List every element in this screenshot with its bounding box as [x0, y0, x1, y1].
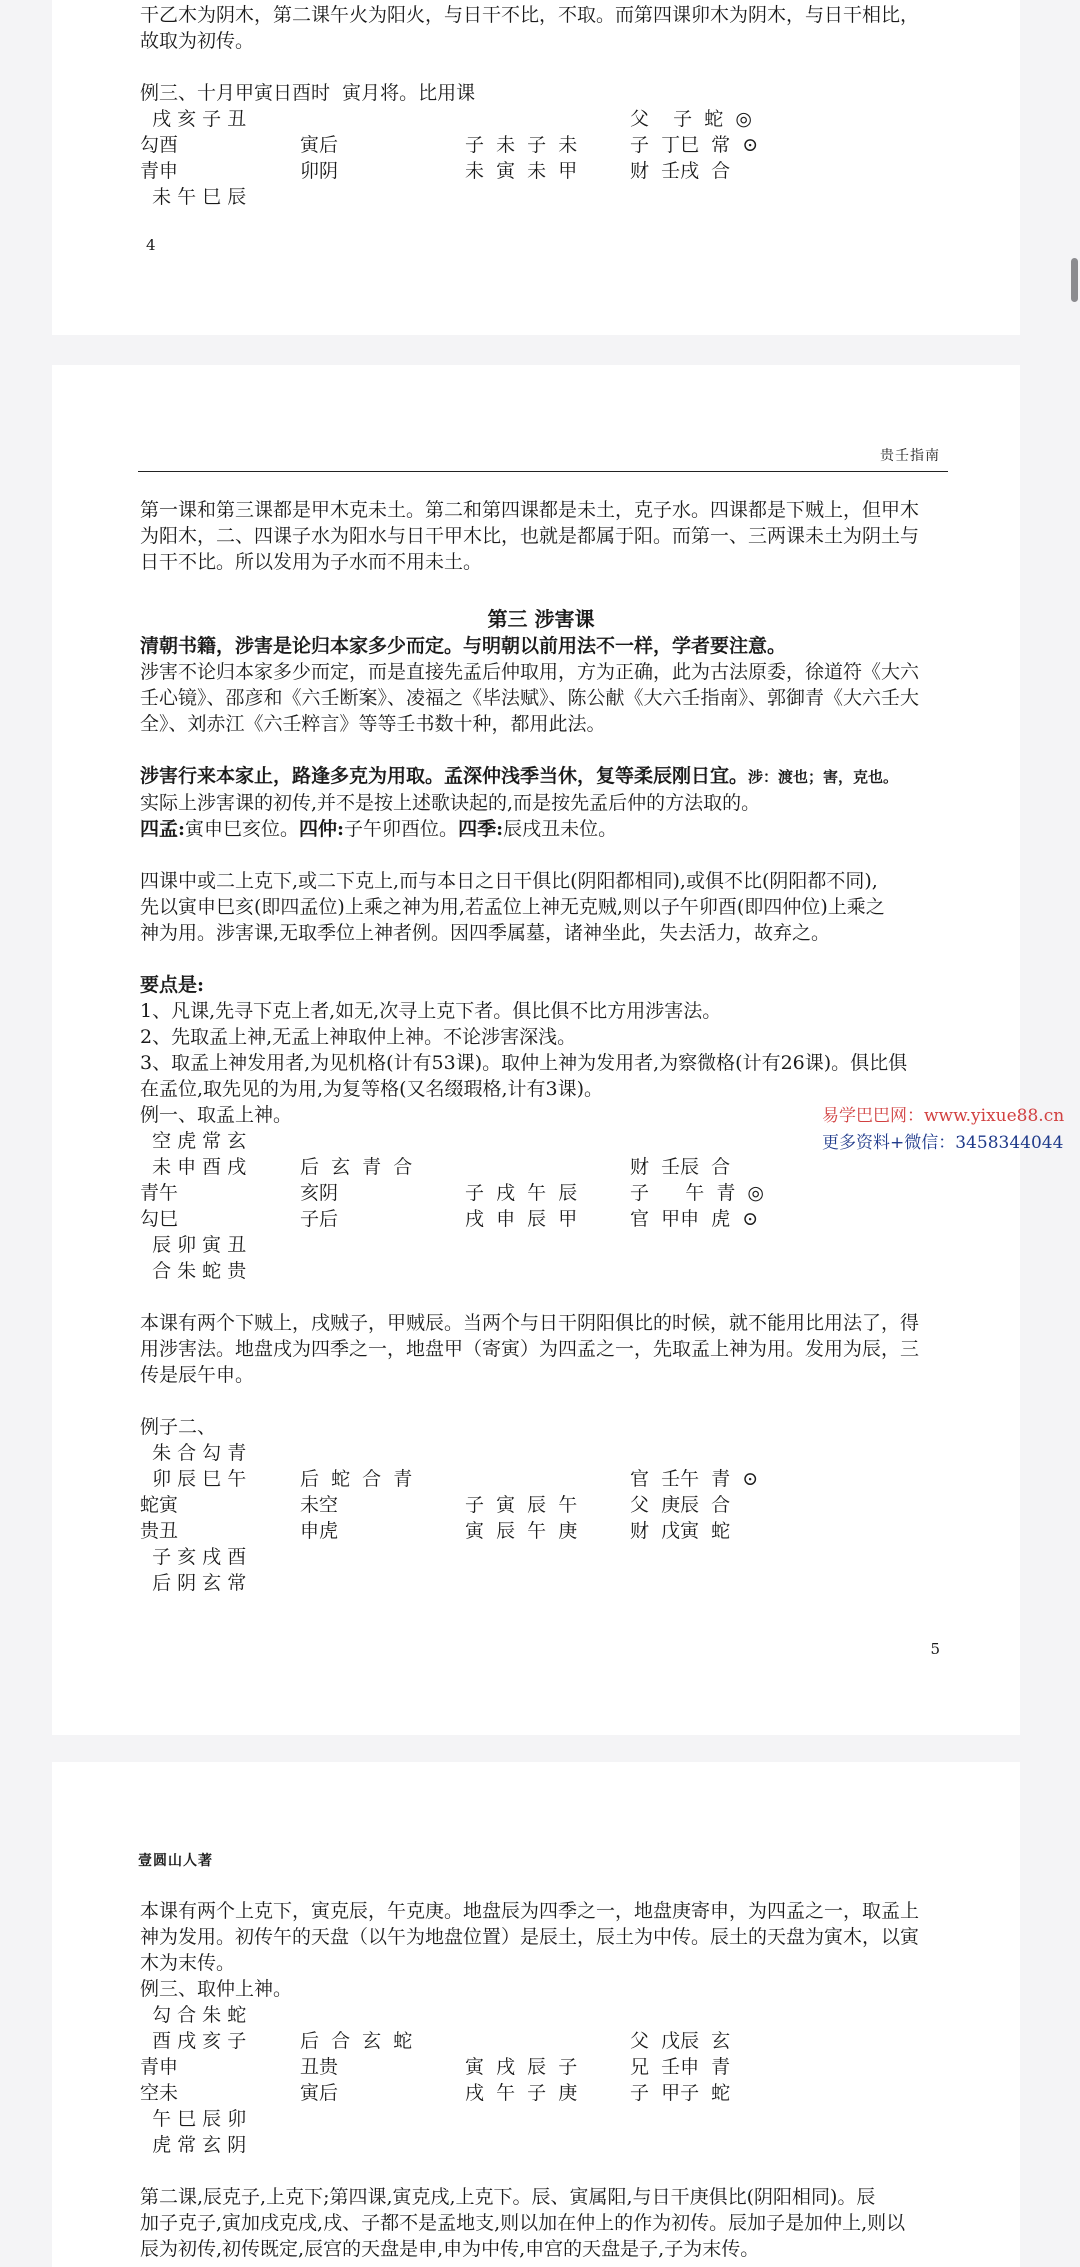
chart-cell	[465, 1466, 630, 1492]
example-title: 例三、十月甲寅日酉时 寅月将。比用课	[140, 82, 476, 104]
chart-cell: 青申	[140, 2056, 179, 2078]
chart-cell	[465, 2002, 630, 2028]
divination-chart	[140, 106, 942, 210]
chart-cell	[630, 2106, 830, 2132]
chart-cell	[630, 1570, 830, 1596]
chart-cell	[465, 1128, 630, 1154]
chart-cell: 寅 辰 午 庚	[465, 1520, 578, 1542]
points-title: 要点是:	[140, 974, 205, 996]
page-content	[140, 1872, 942, 2262]
chart-cell	[300, 2106, 465, 2132]
point-item: 3、取孟上神发用者,为见机格(计有53课)。取仲上神为发用者,为察微格(计有26课)。俱比俱	[140, 1052, 908, 1074]
chart-cell: 虎 常 玄 阴	[140, 2134, 247, 2156]
chart-cell	[300, 1544, 465, 1570]
chart-cell: 父 戊辰 玄	[630, 2030, 731, 2052]
text-line: 辰为初传,初传既定,辰宫的天盘是申,申为中传,申宫的天盘是子,子为末传。	[140, 2238, 760, 2260]
chart-cell: 未空	[300, 1494, 339, 1516]
text-line: 本课有两个下贼上，戌贼子，甲贼辰。当两个与日干阴阳俱比的时候，就不能用比用法了，得	[140, 1312, 920, 1334]
divination-chart	[140, 2002, 942, 2158]
page-number: 4	[146, 236, 156, 254]
chart-cell: 贵丑	[140, 1520, 179, 1542]
text-line: 干乙木为阴木，第二课午火为阳火，与日干不比，不取。而第四课卯木为阴木，与日干相比，	[140, 4, 920, 26]
divination-chart	[140, 1440, 942, 1596]
chart-cell	[300, 1570, 465, 1596]
ji-text: 辰戌丑未位。	[503, 818, 618, 840]
text-line: 神为用。涉害课,无取季位上神者例。因四季属墓，诸神坐此，失去活力，故弃之。	[140, 922, 831, 944]
text-line: 第二课,辰克子,上克下;第四课,寅克戌,上克下。辰、寅属阳,与日干庚俱比(阴阳相同)。辰	[140, 2186, 876, 2208]
chart-cell: 酉 戌 亥 子	[140, 2030, 247, 2052]
chart-cell: 子后	[300, 1208, 339, 1230]
chart-cell	[300, 1258, 465, 1284]
chart-cell: 空 虎 常 玄	[140, 1130, 247, 1152]
chart-cell	[465, 1154, 630, 1180]
watermark-contact: 更多资料+微信：3458344044	[822, 1133, 1064, 1153]
chart-cell: 子 甲子 蛇	[630, 2082, 731, 2104]
chart-cell: 勾巳	[140, 1208, 179, 1230]
chart-cell: 财 壬戌 合	[630, 160, 731, 182]
chart-cell: 寅 戌 辰 子	[465, 2056, 578, 2078]
chart-cell: 卯阴	[300, 160, 339, 182]
chart-cell: 戌 亥 子 丑	[140, 108, 247, 130]
document-page-6	[52, 1762, 1020, 2267]
point-item: 在孟位,取先见的为用,为复等格(又名缀瑕格,计有3课)。	[140, 1078, 604, 1100]
text-line: 为阳木，二、四课子水为阳水与日干甲木比，也就是都属于阳。而第一、三两课未土为阴土与	[140, 525, 920, 547]
chart-cell: 丑贵	[300, 2056, 339, 2078]
text-line: 神为发用。初传午的天盘（以午为地盘位置）是辰土，辰土为中传。辰土的天盘为寅木，以寅	[140, 1926, 920, 1948]
point-item: 2、先取孟上神,无孟上神取仲上神。不论涉害深浅。	[140, 1026, 577, 1048]
chart-cell: 后 蛇 合 青	[300, 1468, 413, 1490]
chart-cell: 勾酉	[140, 134, 179, 156]
text-line: 本课有两个上克下，寅克辰，午克庚。地盘辰为四季之一，地盘庚寄申，为四孟之一，取孟上	[140, 1900, 920, 1922]
ji-label: 四季:	[458, 818, 504, 840]
verse-text: 涉害行来本家止，路逢多克为用取。孟深仲浅季当休，复等柔辰刚日宜。	[140, 765, 749, 787]
zhong-text: 子午卯酉位。	[344, 818, 459, 840]
chart-cell	[465, 2132, 630, 2158]
text-line: 四课中或二上克下,或二下克上,而与本日之日干俱比(阴阳都相同),或俱不比(阴阳都不同),	[140, 870, 878, 892]
chart-cell	[630, 2002, 830, 2028]
chart-cell: 财 壬辰 合	[630, 1156, 731, 1178]
chart-cell: 朱 合 勾 青	[140, 1442, 247, 1464]
chart-cell: 青申	[140, 160, 179, 182]
chart-cell: 亥阴	[300, 1182, 339, 1204]
chart-cell: 蛇寅	[140, 1494, 179, 1516]
chart-cell: 勾 合 朱 蛇	[140, 2004, 247, 2026]
scrollbar-thumb[interactable]	[1071, 258, 1078, 302]
text-line: 全》、刘赤江《六壬粹言》等等壬书数十种，都用此法。	[140, 713, 606, 735]
text-line: 壬心镜》、邵彦和《六壬断案》、凌福之《毕法赋》、陈公献《大六壬指南》、郭御青《大六壬大	[140, 687, 920, 709]
chart-cell	[300, 106, 465, 132]
chart-cell: 未 申 酉 戌	[140, 1156, 247, 1178]
text-line: 涉害不论归本家多少而定，而是直接先孟后仲取用，方为正确，此为古法原委，徐道符《大六	[140, 661, 920, 683]
example-title: 例三、取仲上神。	[140, 1978, 293, 2000]
chart-cell	[630, 2132, 830, 2158]
chart-cell	[465, 184, 630, 210]
chart-cell: 戌 申 辰 甲	[465, 1208, 578, 1230]
text-line: 传是辰午申。	[140, 1364, 255, 1386]
page-content	[140, 471, 942, 1596]
chart-cell: 父 子 蛇 ◎	[630, 108, 752, 130]
chart-cell: 合 朱 蛇 贵	[140, 1260, 247, 1282]
text-line: 日干不比。所以发用为子水而不用未土。	[140, 551, 483, 573]
chart-cell: 辰 卯 寅 丑	[140, 1234, 247, 1256]
chart-cell	[465, 1570, 630, 1596]
chart-cell: 寅后	[300, 2082, 339, 2104]
positions-line	[140, 816, 942, 842]
running-header: 壹圆山人著	[138, 1853, 213, 1869]
text-line	[140, 54, 942, 80]
chart-cell	[630, 184, 830, 210]
chart-cell: 子 戌 午 辰	[465, 1182, 578, 1204]
chart-cell	[300, 2002, 465, 2028]
chart-cell: 财 戊寅 蛇	[630, 1520, 731, 1542]
text-line: 用涉害法。地盘戌为四季之一，地盘甲（寄寅）为四孟之一，先取孟上神为用。发用为辰，三	[140, 1338, 920, 1360]
chart-cell	[465, 1232, 630, 1258]
example-title: 例子二、	[140, 1416, 217, 1438]
chart-cell: 午 巳 辰 卯	[140, 2108, 247, 2130]
watermark-site: 易学巴巴网：www.yixue88.cn	[822, 1106, 1065, 1126]
chart-cell: 子 亥 戌 酉	[140, 1546, 247, 1568]
text-line: 加子克子,寅加戌克戌,戌、子都不是孟地支,则以加在仲上的作为初传。辰加子是加仲上,则以	[140, 2212, 906, 2234]
chart-cell	[300, 2132, 465, 2158]
chart-cell	[465, 2106, 630, 2132]
chart-cell: 戌 午 子 庚	[465, 2082, 578, 2104]
chart-cell	[630, 1440, 830, 1466]
text-line: 第一课和第三课都是甲木克未土。第二和第四课都是未土，克子水。四课都是下贼上，但甲木	[140, 499, 920, 521]
chart-cell	[465, 1440, 630, 1466]
chart-cell: 父 庚辰 合	[630, 1494, 731, 1516]
chart-cell: 子 未 子 未	[465, 134, 578, 156]
chart-cell	[300, 1232, 465, 1258]
chart-cell	[465, 106, 630, 132]
text-line: 木为末传。	[140, 1952, 236, 1974]
section-title: 第三 涉害课	[487, 607, 595, 631]
chart-cell: 申虎	[300, 1520, 339, 1542]
text-line: 先以寅申巳亥(即四孟位)上乘之神为用,若孟位上神无克贼,则以子午卯酉(即四仲位)上乘之	[140, 896, 885, 918]
meng-label: 四孟:	[140, 818, 186, 840]
chart-cell	[465, 2028, 630, 2054]
page-content	[140, 2, 942, 210]
zhong-label: 四仲:	[299, 818, 345, 840]
chart-cell: 未 寅 未 甲	[465, 160, 578, 182]
chart-cell: 官 壬午 青 ⊙	[630, 1468, 759, 1490]
chart-cell: 后 玄 青 合	[300, 1156, 413, 1178]
point-item: 1、凡课,先寻下克上者,如无,次寻上克下者。俱比俱不比方用涉害法。	[140, 1000, 722, 1022]
text-line: 故取为初传。	[140, 30, 255, 52]
chart-cell: 寅后	[300, 134, 339, 156]
document-page-5	[52, 365, 1020, 1735]
chart-cell: 青午	[140, 1182, 179, 1204]
chart-cell: 子 寅 辰 午	[465, 1494, 578, 1516]
chart-cell	[630, 1232, 830, 1258]
chart-cell: 官 甲申 虎 ⊙	[630, 1208, 759, 1230]
running-header: 贵壬指南	[880, 448, 940, 464]
chart-cell	[630, 1128, 830, 1154]
chart-cell	[630, 1544, 830, 1570]
chart-cell: 兄 壬申 青	[630, 2056, 731, 2078]
verse-line	[140, 763, 942, 790]
chart-cell	[300, 1440, 465, 1466]
chart-cell: 未 午 巳 辰	[140, 186, 247, 208]
chart-cell: 后 阴 玄 常	[140, 1572, 247, 1594]
document-page-4	[52, 0, 1020, 335]
text-line: 实际上涉害课的初传,并不是按上述歌诀起的,而是按先孟后仲的方法取的。	[140, 792, 761, 814]
verse-note: 涉：渡也；害，克也。	[748, 768, 899, 786]
chart-cell	[630, 1258, 830, 1284]
example-title: 例一、取孟上神。	[140, 1104, 293, 1126]
chart-cell: 后 合 玄 蛇	[300, 2030, 413, 2052]
bold-note: 清朝书籍，涉害是论归本家多少而定。与明朝以前用法不一样，学者要注意。	[140, 635, 787, 657]
chart-cell: 子 午 青 ◎	[630, 1182, 764, 1204]
chart-cell: 空未	[140, 2082, 179, 2104]
chart-cell	[300, 184, 465, 210]
chart-cell	[465, 1258, 630, 1284]
chart-cell	[465, 1544, 630, 1570]
chart-cell: 子 丁巳 常 ⊙	[630, 134, 759, 156]
chart-cell	[300, 1128, 465, 1154]
meng-text: 寅申巳亥位。	[185, 818, 300, 840]
chart-cell: 卯 辰 巳 午	[140, 1468, 247, 1490]
page-number: 5	[930, 1640, 940, 1658]
